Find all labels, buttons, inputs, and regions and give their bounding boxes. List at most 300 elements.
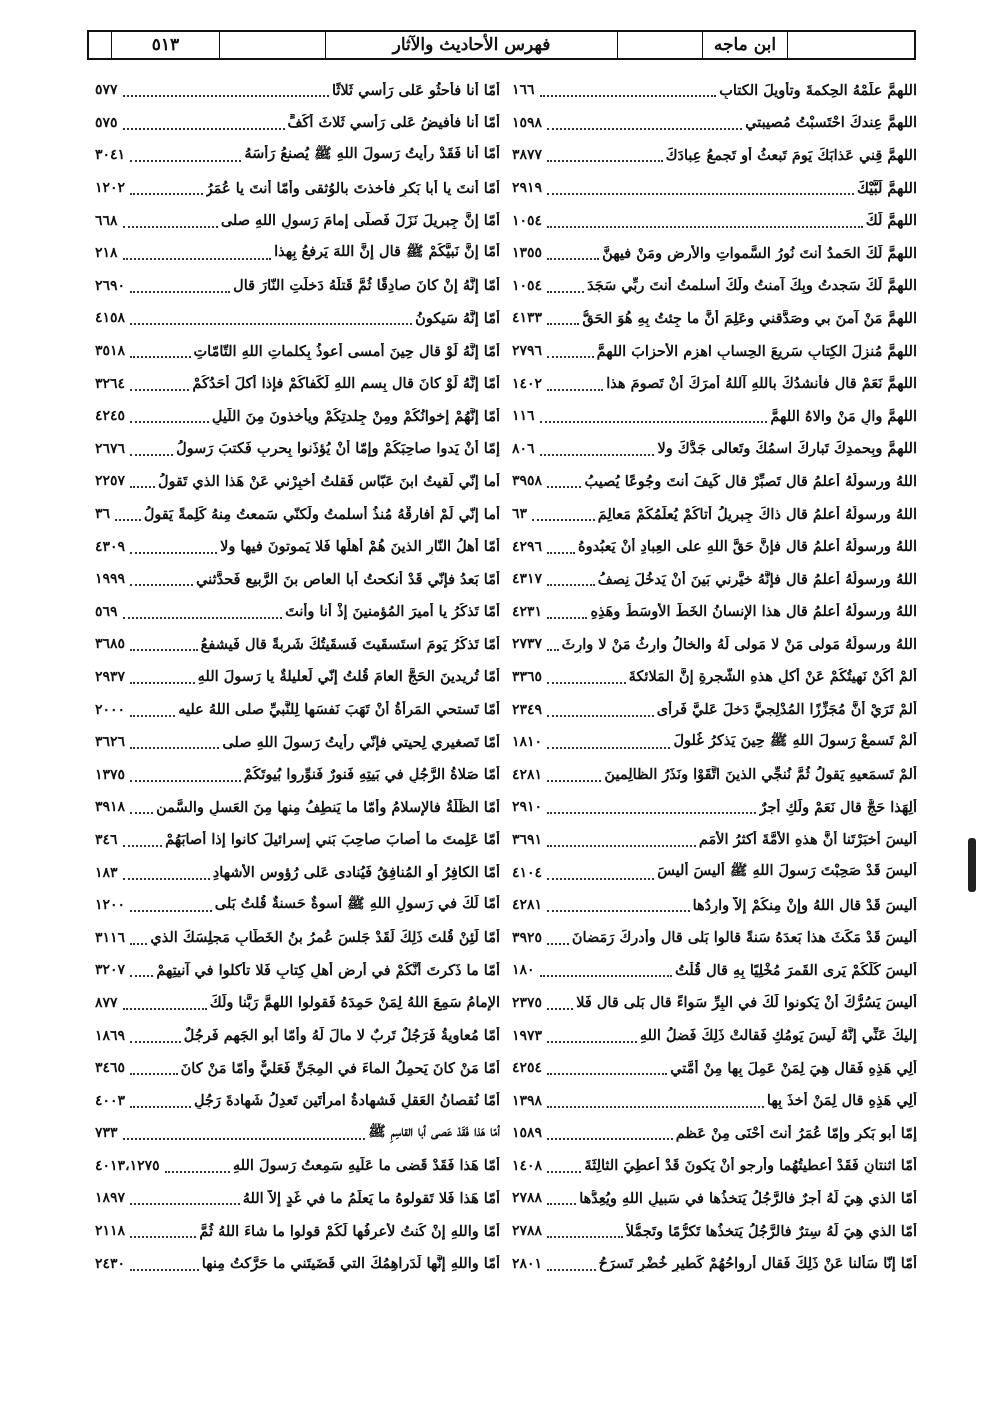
hadith-number: ١٨٠: [512, 962, 535, 979]
hadith-text: أمّا واللهِ إنْ كُنتُ لأعرِفُها لَكُمْ قولوا ما شاءَ اللهُ ثُمَّ: [199, 1222, 500, 1240]
hadith-text: ألِهَذا حَجٌّ قال نَعَمْ ولَكِ أجرٌ: [759, 798, 917, 816]
dot-leader: [123, 617, 283, 619]
hadith-number: ٥٧٥: [95, 114, 118, 131]
dot-leader: [547, 715, 654, 717]
index-entry: [95, 563, 500, 596]
dot-leader: [130, 910, 212, 912]
hadith-number: ٢٧٣٧: [512, 636, 543, 653]
index-entry: [512, 661, 917, 694]
dot-leader: [130, 747, 219, 749]
hadith-text: أمّا لَكَ في رَسولِ اللهِ ﷺ أُسوةٌ حَسنةٌ قُلتُ بَلى: [214, 894, 500, 912]
hadith-text: أمّا ما ذَكرتَ أنَّكُمْ في أرضِ أهلِ كِتابٍ فَلا تأكلوا في آنيتِهِمْ: [156, 961, 500, 979]
dot-leader: [547, 160, 663, 162]
dot-leader: [130, 323, 412, 325]
hadith-number: ١٠٥٤: [512, 277, 543, 294]
index-entry: [95, 237, 500, 270]
right-column: [512, 74, 917, 1273]
hadith-text: ألمْ تَسمَعيهِ يَقولُ ثُمَّ نُنجِّي الذينَ اتَّقَوْا ونَذَرُ الظالِمينَ: [604, 766, 917, 784]
index-entry: [95, 530, 500, 563]
index-entry: [95, 498, 500, 531]
dot-leader: [130, 780, 241, 782]
dot-leader: [547, 1008, 573, 1010]
hadith-text: إمّا أنْ يَدوا صاحِبَكُمْ وإمّا أنْ يُؤذَنوا بِحربٍ فَكتبَ رَسولُ: [176, 440, 500, 458]
index-entry: [512, 1215, 917, 1248]
hadith-text: أمّا إنّا سَألنا عَنْ ذَلِكَ فَقال أرواحُهُمْ كَطيرٍ خُضْرٍ تَسرَحُ: [598, 1255, 917, 1273]
hadith-text: أمّا هَذا فَلا تَقولوهُ ما يَعلَمُ ما في غَدٍ إلاَّ اللهُ: [242, 1189, 500, 1207]
hadith-text: أمّا إنَّهُ لَوْ قال حِينَ أمسى أعوذُ بِكلماتِ اللهِ التّامّاتِ: [193, 342, 500, 360]
index-entry: [512, 74, 917, 107]
hadith-number: ٣٢٠٧: [95, 962, 126, 979]
hadith-text: اللهُ ورسولُهُ أعلمُ قال فإنَّ حَقَّ اللهِ على العِبادِ أنْ يَعبُدوهُ: [578, 538, 917, 556]
index-entry: [512, 1182, 917, 1215]
dot-leader: [130, 160, 241, 162]
dot-leader: [547, 193, 854, 195]
dot-leader: [547, 1073, 667, 1075]
hadith-number: ٢٣٧٥: [512, 994, 543, 1011]
hadith-number: ٣٣٦٥: [512, 668, 543, 685]
hadith-number: ١٦٦: [512, 82, 535, 99]
hadith-text: اللهمَّ لَبَّيْكَ: [856, 179, 917, 197]
hadith-text: أمّا تُريدينَ الحَجَّ العامَ قُلتُ إنّي لَعليلةٌ يا رَسولَ اللهِ: [197, 668, 500, 686]
hadith-number: ١٠٥٤: [512, 212, 543, 229]
hadith-text: ألِي هَذِهِ فَقال هِيَ لِمَنْ عَمِلَ بِها مِنْ أُمَّتي: [670, 1059, 917, 1077]
index-entry: [95, 661, 500, 694]
hadith-number: ٤٣٠٩: [95, 538, 126, 555]
hadith-text: أمّا أنا فأُفيضُ عَلى رَأسي ثَلاثَ أكُفٍّ: [287, 114, 500, 132]
hadith-text: اللهمَّ عِندكَ احْتَسبْتُ مُصيبتي: [745, 114, 917, 132]
index-entry: [95, 758, 500, 791]
hadith-text: اللهُ ورسولُهُ أعلمُ قال هذا الإنسانُ الخَطُّ الأوسَطُ وهَذِهِ: [590, 603, 917, 621]
hadith-number: ٢٤٣٠: [95, 1255, 126, 1272]
dot-leader: [123, 1008, 207, 1010]
index-entry: [95, 954, 500, 987]
dot-leader: [540, 95, 717, 97]
dot-leader: [532, 519, 595, 521]
dot-leader: [115, 519, 141, 521]
hadith-number: ١٩٧٣: [512, 1027, 543, 1044]
dot-leader: [123, 845, 163, 847]
index-entry: [95, 628, 500, 661]
hadith-text: ألمْ تَسمعْ رَسولَ اللهِ ﷺ حِينَ يَذكرُ غُلولَ: [673, 731, 917, 749]
index-entry: [512, 563, 917, 596]
index-entry: [95, 921, 500, 954]
hadith-text: ألمْ أكُنْ نَهيتُكُمْ عَنْ أكلِ هذهِ الشَّجرةِ إنَّ المَلائكةَ: [628, 668, 917, 686]
header-cell-empty: [617, 32, 702, 58]
dot-leader: [130, 1203, 240, 1205]
hadith-number: ٣٦: [95, 506, 111, 523]
hadith-number: ١٨٦٩: [95, 1027, 126, 1044]
hadith-text: اللهمَّ وبِحمدِكَ تَباركَ اسمُكَ وتَعالى جَدُّكَ ولا: [657, 440, 917, 458]
index-entry: [512, 107, 917, 140]
index-entry: [512, 530, 917, 563]
index-entry: [512, 1052, 917, 1085]
hadith-number: ١٨٩٧: [95, 1190, 126, 1207]
hadith-number: ٤٢٩٦: [512, 538, 543, 555]
hadith-text: أمّا إنَّهُ لَوْ كانَ قال بِسمِ اللهِ لَكَفاكُمْ فإذا أكلَ أحَدُكُمْ: [192, 375, 500, 393]
hadith-number: ٣٦٢٦: [95, 734, 126, 751]
index-entry: [95, 856, 500, 889]
hadith-number: ٢٠٠٠: [95, 701, 126, 718]
hadith-number: ١١٦: [512, 408, 535, 425]
hadith-number: ٢٦٧٦: [95, 440, 126, 457]
hadith-number: ٤٠٠٣: [95, 1092, 126, 1109]
hadith-number: ١٨١٠: [512, 734, 543, 751]
index-entry: [95, 596, 500, 629]
hadith-text: اللهمَّ نَعَمْ قال فأنشدُكَ باللهِ آللهُ أمرَكَ أنْ تَصومَ هذا: [606, 375, 917, 393]
index-entry: [95, 889, 500, 922]
dot-leader: [130, 389, 189, 391]
hadith-text: اللهُ ورسولُهُ مَولى مَنْ لا مَولى لَهُ والخالُ وارِثُ مَنْ لا وارِثَ: [561, 635, 917, 653]
dot-leader: [547, 682, 626, 684]
hadith-number: ٤٢٨١: [512, 897, 543, 914]
index-entry: [512, 139, 917, 172]
hadith-text: أمّا الظُّلَّةُ فالإسلامُ وأمّا ما يَنطِفُ مِنها مِنَ العَسلِ والسَّمنِ: [156, 798, 500, 816]
index-entry: [512, 758, 917, 791]
hadith-text: أمّا إنَّهُ إنْ كانَ صادِقًا ثُمَّ قَتلَهُ دَخلَتِ النّارَ قال: [233, 277, 500, 295]
hadith-text: أمّا أهلُ النّارِ الذينَ هُمْ أهلُها فَلا يَموتونَ فيها ولا: [220, 538, 500, 556]
index-entry: [95, 693, 500, 726]
hadith-number: ١٩٩٩: [95, 571, 126, 588]
hadith-text: أمّا الذي هِيَ لَهُ سِترٌ فالرَّجُلُ يَتخذُها تَكرُّمًا وتَجمُّلاً: [625, 1222, 917, 1240]
dot-leader: [130, 291, 230, 293]
dot-leader: [547, 812, 756, 814]
hadith-number: ٥٧٧: [95, 82, 118, 99]
header-cell-empty: [787, 32, 914, 58]
index-entry: [95, 107, 500, 140]
hadith-number: ٤١٥٨: [95, 310, 126, 327]
index-entry: [512, 1117, 917, 1150]
dot-leader: [547, 389, 603, 391]
dot-leader: [547, 584, 595, 586]
dot-leader: [130, 975, 153, 977]
index-entry: [95, 1019, 500, 1052]
hadith-number: ٤٠١٣،١٢٧٥: [95, 1157, 160, 1174]
dot-leader: [130, 943, 147, 945]
hadith-number: ٧٣٣: [95, 1125, 118, 1142]
hadith-text: الإمامُ سَمِعَ اللهُ لِمَنْ حَمِدَهُ فَقولوا اللهمَّ رَبَّنا ولَكَ: [209, 994, 500, 1012]
dot-leader: [123, 95, 329, 97]
hadith-number: ٢٣٤٩: [512, 701, 543, 718]
hadith-number: ٣٠٤١: [95, 147, 126, 164]
hadith-text: أمّا الذي هِيَ لَهُ أجرٌ فالرَّجُلُ يَتخذُها في سَبيلِ اللهِ ويُعِدُّها: [579, 1189, 917, 1207]
dot-leader: [123, 878, 210, 880]
hadith-text: أمّا صَلاةُ الرَّجُلِ في بَيتِهِ فَنورٌ فَنوِّروا بُيوتَكُمْ: [243, 766, 500, 784]
scan-edge-mark: [968, 838, 976, 892]
index-entry: [512, 987, 917, 1020]
hadith-number: ١٣٥٥: [512, 245, 543, 262]
hadith-number: ٤٣١٧: [512, 571, 543, 588]
hadith-text: أليسَ يَسُرُّكَ أنْ يَكونوا لَكَ في البِرِّ سَواءً قال بَلى قال فَلا: [576, 994, 917, 1012]
index-entry: [95, 139, 500, 172]
hadith-text: اللهمَّ لَكَ الحَمدُ أنتَ نُورُ السَّمواتِ والأرضِ ومَنْ فيهنَّ: [602, 244, 917, 262]
index-entry: [512, 596, 917, 629]
hadith-text: أمّا عَلِمتَ ما أصابَ صاحِبَ بَني إسرائيلَ كانوا إذا أصابَهُمْ: [165, 831, 500, 849]
hadith-number: ٣٩٢٥: [512, 929, 543, 946]
index-entry: [512, 824, 917, 857]
hadith-number: ٣٤٦٥: [95, 1060, 126, 1077]
hadith-text: اللهمَّ مُنزِلَ الكِتابِ سَريعَ الحِسابِ اهزِمِ الأحزابَ اللهمَّ: [596, 342, 917, 360]
hadith-text: اللهمَّ والِ مَنْ والاهُ اللهمَّ: [770, 407, 917, 425]
hadith-number: ١٨٣: [95, 864, 118, 881]
dot-leader: [130, 552, 217, 554]
header-cell-empty: [89, 32, 111, 58]
index-entry: [512, 791, 917, 824]
dot-leader: [547, 128, 742, 130]
hadith-number: ٤١٣٣: [512, 310, 543, 327]
index-entry: [512, 204, 917, 237]
dot-leader: [130, 1073, 178, 1075]
index-entry: [512, 1150, 917, 1183]
hadith-number: ٢٧٩٦: [512, 343, 543, 360]
hadith-number: ٤٢٥٤: [512, 1060, 543, 1077]
index-entry: [95, 302, 500, 335]
hadith-text: أمّا نُقصانُ العَقلِ فَشهادةُ امرأتَينِ تَعدِلُ شَهادةَ رَجُلٍ: [193, 1092, 500, 1110]
index-entry: [95, 335, 500, 368]
dot-leader: [547, 747, 670, 749]
dot-leader: [130, 193, 203, 195]
dot-leader: [547, 323, 579, 325]
hadith-text: أمّا إنَّهُمْ إخوانُكُمْ ومِنْ جِلدتِكُمْ ويأخذونَ مِنَ اللَّيلِ: [211, 407, 500, 425]
hadith-text: أليسَ قَدْ قال اللهُ وإنْ مِنكُمْ إلاَّ وارِدُها: [692, 896, 917, 914]
hadith-number: ٢٩٣٧: [95, 668, 126, 685]
dot-leader: [130, 421, 209, 423]
hadith-number: ١٤٠٨: [512, 1157, 543, 1174]
index-entry: [512, 921, 917, 954]
hadith-number: ٢٩١٠: [512, 799, 543, 816]
hadith-text: اللهمَّ علِّمْهُ الحِكمةَ وتأويلَ الكتابِ: [719, 81, 917, 99]
dot-leader: [547, 226, 863, 228]
hadith-number: ١٣٩٨: [512, 1092, 543, 1109]
hadith-number: ٣٩١٨: [95, 799, 126, 816]
hadith-number: ٤٢٤٥: [95, 408, 126, 425]
header-cell-empty: [219, 32, 325, 58]
index-columns: [95, 74, 917, 1273]
index-entry: [95, 791, 500, 824]
dot-leader: [130, 1236, 196, 1238]
hadith-text: ألِي هَذِهِ قال لِمَنْ أخذَ بِها: [766, 1092, 917, 1110]
hadith-text: أمّا تَذكُرُ يَومَ استَسقَيتَ فَسقَيتُكَ شَربةً قال فَيشفعُ: [200, 635, 500, 653]
index-entry: [95, 1150, 500, 1183]
hadith-text: أمّا إنَّهُ سَيكونُ: [415, 309, 500, 327]
hadith-number: ١٣٧٥: [95, 766, 126, 783]
hadith-text: أليسَ أخبَرْتَنا أنَّ هذهِ الأُمَّةَ أكثرُ الأُمَمِ: [698, 831, 917, 849]
dot-leader: [547, 1171, 581, 1173]
index-entry: [95, 433, 500, 466]
hadith-number: ٢١١٨: [95, 1223, 126, 1240]
dot-leader: [130, 715, 175, 717]
index-entry: [95, 204, 500, 237]
hadith-number: ٢١٨: [95, 245, 118, 262]
dot-leader: [130, 584, 193, 586]
book-name: ابن ماجه: [702, 32, 787, 58]
hadith-text: أمّا الكافِرُ أوِ المُنافِقُ فَيُنادى عَلى رُؤوسِ الأشهادِ: [212, 864, 500, 882]
index-entry: [95, 172, 500, 205]
dot-leader: [547, 845, 696, 847]
index-entry: [95, 987, 500, 1020]
index-entry: [512, 1084, 917, 1117]
dot-leader: [123, 258, 272, 260]
hadith-text: أما إنّي لَقيتُ ابنَ عَبّاسٍ فَقلتُ أخبِرْني عَنْ هَذا الذي تَقولُ: [157, 472, 500, 490]
hadith-text: أمّا أنتَ يا أبا بَكرٍ فأخذتَ بالوُثقى وأمّا أنتَ يا عُمَرُ: [205, 179, 500, 197]
hadith-text: أمّا أنا فَقَدْ رأيتُ رَسولَ اللهِ ﷺ يُصنعُ رَأسَهُ: [244, 144, 500, 162]
hadith-number: ١٥٨٩: [512, 1125, 543, 1142]
index-entry: [512, 693, 917, 726]
hadith-number: ٢٧٨٨: [512, 1190, 543, 1207]
dot-leader: [123, 1138, 366, 1140]
hadith-text: أمّا تَستحي المَرأةُ أنْ تَهَبَ نَفسَها لِلنَّبيِّ صلى اللهُ عليه: [178, 701, 500, 719]
hadith-number: ٣٢٦٤: [95, 375, 126, 392]
index-entry: [512, 498, 917, 531]
dot-leader: [130, 649, 198, 651]
index-entry: [512, 270, 917, 303]
index-entry: [95, 400, 500, 433]
hadith-text: أليسَ قَدْ صَحِبْتَ رَسولَ اللهِ ﷺ أليسَ أليسَ: [657, 862, 917, 880]
index-entry: [95, 726, 500, 759]
hadith-text: أمّا إنَّ جِبريلَ نَزَلَ فَصلّى إمامَ رَسولِ اللهِ صلى: [220, 212, 500, 230]
hadith-number: ٣٦٨٥: [95, 636, 126, 653]
hadith-number: ٣١١٦: [95, 929, 126, 946]
hadith-number: ٤٢٣١: [512, 603, 543, 620]
hadith-number: ٢٧٨٨: [512, 1223, 543, 1240]
hadith-text: اللهمَّ لَكَ سَجدتُ وبِكَ آمنتُ ولَكَ أسلمتُ أنتَ ربِّي سَجَدَ: [587, 277, 917, 295]
dot-leader: [130, 1106, 191, 1108]
dot-leader: [540, 975, 672, 977]
page-number: ٥١٣: [111, 32, 219, 58]
hadith-number: ٣٤٦: [95, 831, 118, 848]
index-entry: [512, 856, 917, 889]
dot-leader: [547, 552, 575, 554]
hadith-text: ألمْ تَرَيْ أنَّ مُجَزِّزًا المُدْلِجيَّ دَخلَ عَليَّ فَرأى: [656, 701, 917, 719]
dot-leader: [547, 258, 599, 260]
hadith-number: ٢٩١٩: [512, 180, 543, 197]
hadith-number: ٤٢٨١: [512, 766, 543, 783]
index-entry: [95, 1117, 500, 1150]
dot-leader: [547, 943, 569, 945]
hadith-text: أمّا مَنْ كانَ يَحمِلُ الماءَ في المِجَنِّ فَعَليٌّ وأمّا مَنْ كانَ: [180, 1059, 500, 1077]
hadith-text: أمّا هَذا فَقَدْ عَصى أبا القاسِمِ ﷺ: [368, 1122, 500, 1140]
hadith-text: اللهُ ورسولُهُ أعلمُ قال ذاكَ جِبريلُ أتاكُمْ يُعلِّمُكُمْ مَعالِمَ: [597, 505, 917, 523]
index-entry: [95, 465, 500, 498]
hadith-text: أمّا لَئِنْ قُلتَ ذَلِكَ لَقَدْ جَلسَ عُمرُ بنُ الخَطّابِ مَجلِسَكَ الذي: [150, 929, 500, 947]
hadith-text: إليكَ عَنِّي إنَّهُ لَيسَ يَومُكِ فَقالتْ ذَلِكَ فَضلُ اللهِ: [639, 1027, 917, 1045]
page-title: فهرس الأحاديث والآثار: [325, 32, 617, 58]
dot-leader: [130, 454, 173, 456]
dot-leader: [547, 1236, 623, 1238]
index-entry: [512, 954, 917, 987]
dot-leader: [540, 421, 768, 423]
hadith-text: أمّا تَصغيري لِحيتي فإنّي رأيتُ رَسولَ اللهِ صلى: [222, 733, 500, 751]
hadith-text: أمّا إنَّ نَبيَّكُمْ ﷺ قال إنَّ اللهَ يَرفعُ بِهذا: [274, 242, 500, 260]
hadith-text: أمّا تَذكُرُ يا أميرَ المُؤمنينَ إذْ أنا وأنتَ: [285, 603, 500, 621]
hadith-number: ٥٦٩: [95, 603, 118, 620]
index-entry: [512, 302, 917, 335]
hadith-text: أليسَ كُلُّكُمْ يَرى القَمرَ مُخْلِيًا بِهِ قال قُلْتُ: [675, 961, 917, 979]
dot-leader: [130, 1269, 199, 1271]
index-entry: [512, 465, 917, 498]
hadith-number: ٣٩٥٨: [512, 473, 543, 490]
dot-leader: [123, 226, 218, 228]
hadith-number: ١٥٩٨: [512, 114, 543, 131]
index-entry: [512, 400, 917, 433]
hadith-text: أما إنّي لَمْ أُفارقْهُ مُنذُ أسلمتُ ولَكنّي سَمعتُ مِنهُ كَلِمةً يَقولُ: [143, 505, 500, 523]
dot-leader: [165, 1171, 230, 1173]
index-entry: [512, 889, 917, 922]
hadith-text: اللهُ ورسولُهُ أعلمُ قال فإنَّهُ خيَّرني بَينَ أنْ يَدخُلَ نِصفُ: [597, 570, 917, 588]
dot-leader: [540, 454, 655, 456]
hadith-number: ٣٨٧٧: [512, 147, 543, 164]
index-entry: [95, 1182, 500, 1215]
index-entry: [95, 824, 500, 857]
hadith-text: أمّا أنا فأحثُو عَلى رَأسي ثَلاثًا: [331, 81, 500, 99]
dot-leader: [547, 617, 587, 619]
hadith-text: أمّا واللهِ إنَّها لَدَراهِمُكَ التي قَضَيتَني ما حَرَّكتُ مِنها: [201, 1255, 500, 1273]
dot-leader: [547, 356, 594, 358]
index-entry: [95, 1052, 500, 1085]
hadith-text: أمّا بَعدُ فإنّي قَدْ أنكحتُ أبا العاصِ بنَ الرَّبيعِ فَحدَّثني: [196, 570, 500, 588]
hadith-number: ١٤٠٢: [512, 375, 543, 392]
hadith-text: اللهُ ورسولُهُ أعلمُ قال تَصبِّرْ قال كَيفَ أنتَ وجُوعًا يُصيبُ: [584, 472, 917, 490]
dot-leader: [547, 910, 689, 912]
hadith-number: ٣٥١٨: [95, 343, 126, 360]
hadith-number: ٣٦٩١: [512, 831, 543, 848]
dot-leader: [547, 1203, 576, 1205]
dot-leader: [547, 486, 581, 488]
hadith-text: اللهمَّ قِني عَذابَكَ يَومَ تَبعثُ أو تَجمعُ عِبادَكَ: [665, 146, 917, 164]
dot-leader: [547, 291, 584, 293]
dot-leader: [130, 812, 153, 814]
index-entry: [512, 367, 917, 400]
index-entry: [512, 726, 917, 759]
index-entry: [512, 1019, 917, 1052]
dot-leader: [130, 1041, 181, 1043]
hadith-text: اللهمَّ مَنْ آمنَ بي وصَدَّقني وعَلِمَ أنَّ ما جِئتُ بِهِ هُوَ الحَقُّ: [582, 309, 917, 327]
index-entry: [95, 270, 500, 303]
hadith-number: ٢٨٠١: [512, 1255, 543, 1272]
index-entry: [95, 1084, 500, 1117]
hadith-number: ٨٧٧: [95, 994, 118, 1011]
dot-leader: [547, 1269, 596, 1271]
hadith-number: ٤١٠٤: [512, 864, 543, 881]
index-entry: [95, 367, 500, 400]
dot-leader: [130, 486, 155, 488]
left-column: [95, 74, 500, 1273]
hadith-text: أمّا هَذا فَقَدْ قَضى ما عَلَيهِ سَمِعتُ رَسولَ اللهِ: [232, 1157, 500, 1175]
index-entry: [512, 1247, 917, 1280]
hadith-number: ٦٣: [512, 506, 528, 523]
index-entry: [512, 628, 917, 661]
index-entry: [95, 1247, 500, 1280]
hadith-text: أمّا مُعاويةُ فَرَجُلٌ تَرِبٌ لا مالَ لَهُ وأمّا أبو الجَهمِ فَرجُلٌ: [183, 1027, 500, 1045]
hadith-number: ٢٢٥٧: [95, 473, 126, 490]
hadith-text: أليسَ قَدْ مَكَثَ هذا بَعدَهُ سَنةً قالوا بَلى قال وأدركَ رَمَضانَ: [571, 929, 917, 947]
dot-leader: [547, 649, 559, 651]
index-entry: [512, 237, 917, 270]
hadith-text: أمّا اثنتانِ فَقَدْ أعطيتُهُما وأرجو أنْ يَكونَ قَدْ أُعطِيَ الثالِثَةَ: [584, 1157, 917, 1175]
hadith-number: ٢٦٩٠: [95, 277, 126, 294]
dot-leader: [547, 1106, 764, 1108]
dot-leader: [547, 1138, 673, 1140]
dot-leader: [130, 356, 190, 358]
dot-leader: [547, 780, 601, 782]
hadith-number: ٦٦٨: [95, 212, 118, 229]
hadith-number: ١٢٠٢: [95, 180, 126, 197]
index-entry: [512, 335, 917, 368]
dot-leader: [547, 1041, 637, 1043]
index-entry: [95, 1215, 500, 1248]
hadith-text: اللهمَّ لَكَ: [865, 212, 917, 230]
index-entry: [95, 74, 500, 107]
dot-leader: [123, 128, 285, 130]
